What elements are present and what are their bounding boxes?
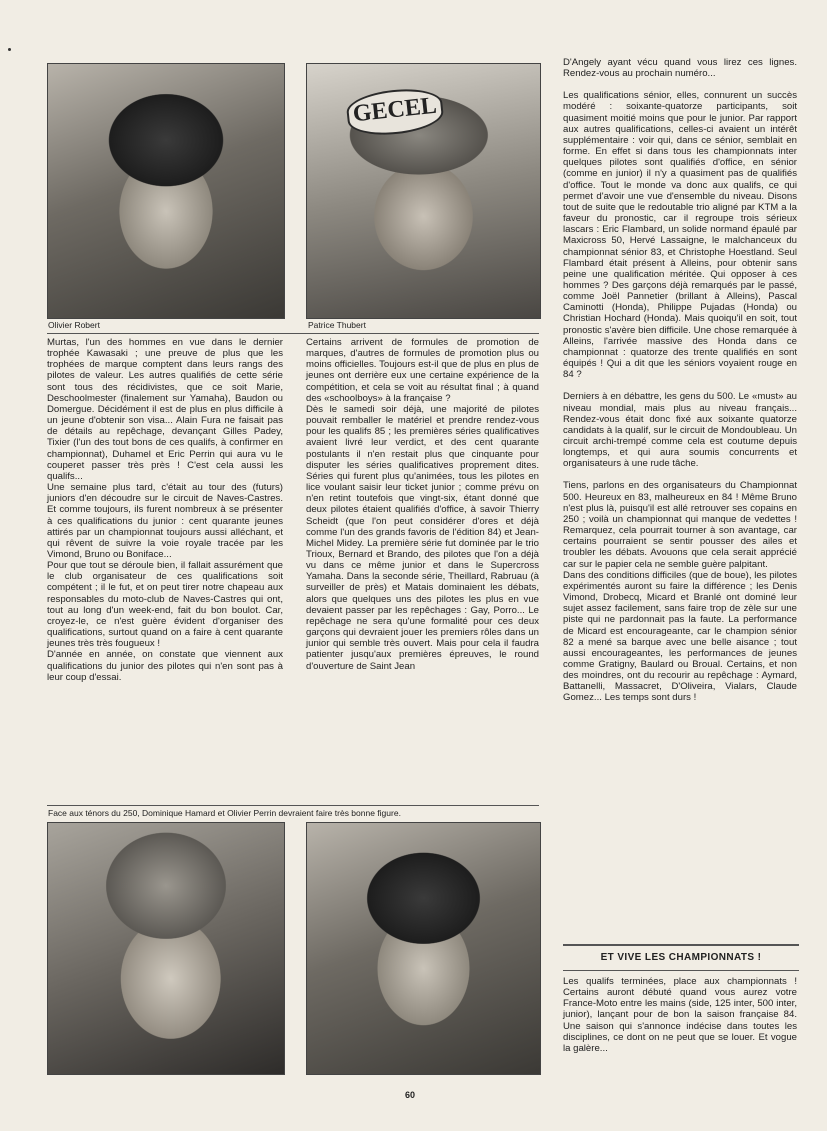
page-number: 60	[404, 1090, 415, 1100]
article-column-3	[563, 57, 797, 704]
box-top-rule	[563, 944, 799, 946]
photo-olivier-perrin	[306, 822, 541, 1075]
col3-paragraph: Les qualifications sénior, elles, connurent un succès modéré : soixante-quatorze participants, soit quasiment moitié moins que pour le junior. Par rapport aux autres qualifications, celles-ci avaient un intérêt supplémentaire : voir qui, dans ce sénior, semblait en forme. En effet si dans tous les championnats inter quelques pilotes sont qualifiés d'office, en sénior (comme en junior) il n'y a quasiment pas de qualifiés d'office. Tout le monde va donc aux qualifs, ce qui permet d'avoir une vue d'ensemble du niveau. Disons tout de suite que le redoutable trio aligné par KTM a la faveur du pronostic, car il regroupe trois sérieux lascars : Eric Flambard, un solide normand épaulé par Maxicross 50, Hervé Lassaigne, le malchanceux du championnat sénior 83, et Christophe Hoestland. Seul Flambard était présent à Alleins, pour obtenir sans peine une qualification méritée. Qui opposer à ces hommes ? Des garçons déjà remarqués par le passé, comme Joël Pannetier (brillant à Alleins), Pascal Caminotti (Honda), Philippe Pujadas (Honda) ou Christian Hochard (Honda). Mais quoiqu'il en soit, tout pronostic s'avère bien difficile. Une chose remarquée à Alleins, l'arrivée massive des Honda dans ce championnat : quatorze des trente qualifiés en sont équipés ! Qui a dit que les séniors voyaient rouge en 84 ?	[563, 90, 797, 381]
col3-paragraph: D'Angely ayant vécu quand vous lirez ces lignes. Rendez-vous au prochain numéro...	[563, 57, 797, 80]
bottom-divider-rule	[47, 805, 539, 806]
col3-paragraph: Dans des conditions difficiles (que de boue), les pilotes expérimentés auront su faire la différence ; les Denis Vimond, Drobecq, Micard et Branlé ont dominé leur sujet assez facilement, sans faire trop de zèle sur une piste qui ne pardonnait pas la faute. La performance de Micard est encourageante, car le champion sénior 82 a mené sa barque avec une belle aisance ; tout aussi encourageantes, les performances de jeunes comme Gratigny, Baulard ou Broual. Certains, et non des moindres, ont du recourir au repêchage : Aymard, Battanelli, Massacret, D'Oliveira, Vialars, Claude Gomez... Les temps sont durs !	[563, 569, 797, 704]
col3-paragraph: Tiens, parlons en des organisateurs du Championnat 500. Heureux en 83, malheureux en 84 ! Même Bruno n'est plus là, puisqu'il est allé retrouver ses copains en 250 ; voilà un championnat qui manque de vedettes ! Remarquez, cela pourrait tourner à son avantage, car certains pourraient se sentir pousser des ailes et troubler les débats. Avouons que cela serait apprécié car sur le papier cela ne semble guère palpitant.	[563, 480, 797, 570]
cap-logo: GECEL	[345, 85, 445, 139]
box-heading-rule	[563, 970, 799, 971]
photo-olivier-robert	[47, 63, 285, 319]
col3-paragraph: Derniers à en débattre, les gens du 500. Le «must» au niveau mondial, mais plus au niveau français... Rendez-vous était donc fixé aux soixante quatorze candidats à la qualif, sur le circuit de Mondoubleau. Un circuit archi-trempé comme cela est coutume depuis longtemps, et qui aura soumis concurrents et organisateurs à une rude tâche.	[563, 391, 797, 470]
box-heading: ET VIVE LES CHAMPIONNATS !	[600, 952, 762, 963]
caption-bottom-photos: Face aux ténors du 250, Dominique Hamard et Olivier Perrin devraient faire très bonne figure.	[48, 808, 401, 818]
article-column-1	[47, 337, 283, 683]
col1-paragraph: Pour que tout se déroule bien, il fallait assurément que le club organisateur de ces qualifications soit compétent ; il le fut, et on peut tirer notre chapeau aux responsables du moto-club de Naves-Castres qui ont, tout au long d'un week-end, fait du bon boulot. Car, croyez-le, ce n'est guère évident d'organiser des qualifications, surtout quand on a faire à cent quarante jeunes très très fougueux !	[47, 560, 283, 650]
photo-patrice-thubert	[306, 63, 541, 319]
top-divider-rule	[47, 333, 539, 334]
article-column-2	[306, 337, 539, 672]
scan-mark	[8, 48, 11, 51]
col2-paragraph: Certains arrivent de formules de promotion de marques, d'autres de formules de promotion plus ou moins officielles. Toujours est-il que de plus en plus de jeunes ont derrière eux une certaine expérience de la compétition, et cela se voit au résultat final ; à quand des «schoolboys» à la française ?	[306, 337, 539, 404]
col1-paragraph: Murtas, l'un des hommes en vue dans le dernier trophée Kawasaki ; une preuve de plus que les trophées de marque comptent dans leurs rangs des pilotes de valeur. Les autres qualifiés de cette série sont tous des récidivistes, que ce soit Marie, Deschoolmester (finalement sur Yamaha), Baudon ou Domergue. Décidément il est de plus en plus difficile à un jeune d'obtenir son visa... Alain Fura ne faisait pas de détails au repêchage, devançant Gilles Padey, Tixier (l'un des tout bons de ces qualifs, à confirmer en championnat), Duhamel et Eric Perrin qui aura vu le couperet passer très près ! C'est cela aussi les qualifs...	[47, 337, 283, 482]
col1-paragraph: Une semaine plus tard, c'était au tour des (futurs) juniors d'en découdre sur le circuit de Naves-Castres. Et comme toujours, ils furent nombreux à se présenter à ces qualifications du junior : cent quarante jeunes attirés par un championnat toujours aussi alléchant, et qui rêvent de suivre la voie royale tracée par les Vimond, Bruno ou Boniface...	[47, 482, 283, 560]
col1-paragraph: D'année en année, on constate que viennent aux qualifications du junior des pilotes qui n'en sont pas à leur coup d'essai.	[47, 649, 283, 683]
col2-paragraph: Dès le samedi soir déjà, une majorité de pilotes pouvait remballer le matériel et prendre rendez-vous pour les qualifs 85 ; les premières séries qualificatives avaient livré leur verdict, et des cent quarante postulants il n'en restait plus que cinquante pour disputer les séries qualificatives proprement dites. Séries qui furent plus qu'animées, tous les pilotes en lice voulant saisir leur ticket junior ; comme prévu on n'en retint toutefois que vingt-six, étant donné que deux pilotes étaient qualifiés d'office, à savoir Thierry Scheidt (que l'on peut considérer d'ores et déjà comme l'un des grands favoris de l'édition 84) et Jean-Michel Midey. La première série fut dominée par le trio Trioux, Bernard et Brando, des pilotes que l'on a déjà vu dans ce même junior et dans le Supercross Yamaha. Dans la seconde série, Theillard, Rabruau (à surveiller de près) et Matais dominaient les débats, alors que quelques uns des pilotes les plus en vue devaient passer par les repêchages : Gay, Porro... Le repêchage ne sera qu'une formalité pour ces deux garçons qui devraient jouer les premiers rôles dans un junior qui semble très ouvert. Mais pour cela il faudra patienter jusqu'aux premières épreuves, le round d'ouverture de Saint Jean	[306, 403, 539, 672]
caption-olivier-robert: Olivier Robert	[48, 320, 100, 330]
caption-patrice-thubert: Patrice Thubert	[308, 320, 366, 330]
photo-dominique-hamard	[47, 822, 285, 1075]
box-text: Les qualifs terminées, place aux championnats ! Certains auront débuté quand vous aurez votre France-Moto entre les mains (side, 125 inter, 500 inter, junior), lançant pour de bon la saison française 84. Une saison qui s'annonce indécise dans toutes les disciplines, ce dont on ne peut que se louer. Et vogue la galère...	[563, 976, 797, 1054]
